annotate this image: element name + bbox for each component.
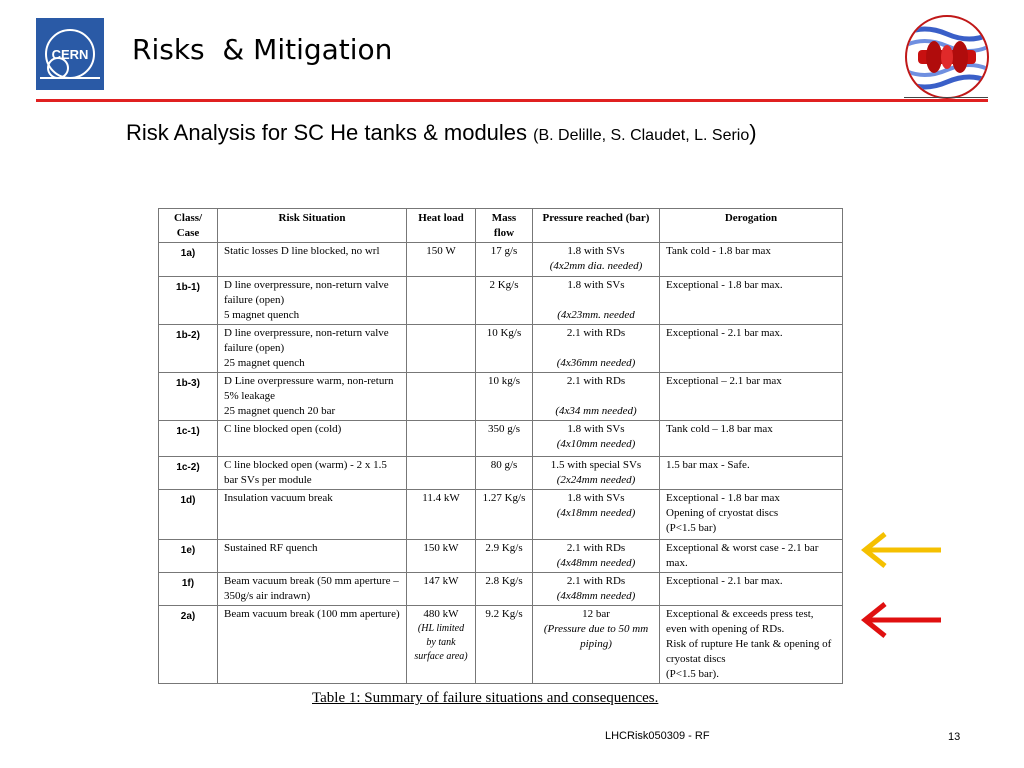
cell-situation — [218, 243, 407, 277]
cell-pressure — [533, 277, 660, 325]
cell-situation — [218, 540, 407, 573]
derogation-line: Risk of rupture He tank & opening of cryostat discs — [666, 638, 832, 665]
pressure-line: 1.8 with SVs — [567, 492, 625, 504]
cell-derogation — [660, 540, 843, 573]
cell-derogation — [660, 325, 843, 373]
class-label: 1e) — [180, 545, 196, 556]
table-row — [159, 277, 843, 325]
cell-class — [159, 606, 218, 684]
situation-line: 5 magnet quench — [224, 309, 300, 321]
cell-pressure — [533, 490, 660, 540]
heat-load-value: 150 W — [426, 245, 456, 257]
pressure-line: 1.8 with SVs — [567, 245, 625, 257]
situation-line: D Line overpressure warm, non-return 5% leakage — [224, 375, 394, 402]
subtitle-paren-close: ) — [749, 120, 757, 145]
cell-mass-flow — [476, 573, 533, 606]
pressure-line: (4x18mm needed) — [556, 507, 636, 519]
table-row — [159, 325, 843, 373]
cell-class — [159, 490, 218, 540]
pressure-line: 1.5 with special SVs — [550, 459, 642, 471]
table-row — [159, 243, 843, 277]
derogation-line: Tank cold - 1.8 bar max — [666, 245, 771, 257]
cell-class — [159, 325, 218, 373]
cell-derogation — [660, 457, 843, 490]
cell-pressure — [533, 540, 660, 573]
cern-logo-text: CERN — [51, 47, 89, 62]
cell-derogation — [660, 421, 843, 457]
header-pressure: Pressure reached (bar) — [533, 209, 660, 243]
derogation-line: Exceptional - 1.8 bar max. — [666, 279, 783, 291]
cell-derogation — [660, 373, 843, 421]
cell-mass-flow — [476, 540, 533, 573]
table-row — [159, 421, 843, 457]
cell-situation — [218, 457, 407, 490]
cell-situation — [218, 490, 407, 540]
table-row — [159, 540, 843, 573]
pressure-line: (4x34 mm needed) — [555, 405, 637, 417]
cell-heat-load — [407, 373, 476, 421]
mass-line: 80 g/s — [490, 459, 518, 471]
title-rule-thin — [904, 97, 988, 98]
risk-table — [158, 208, 843, 684]
situation-line: Beam vacuum break (100 mm aperture) — [224, 608, 400, 620]
page-title: Risks & Mitigation — [132, 33, 393, 66]
class-label: 1c-2) — [176, 462, 200, 473]
cell-mass-flow — [476, 373, 533, 421]
pressure-line: (Pressure due to 50 mm piping) — [543, 623, 649, 650]
cell-mass-flow — [476, 606, 533, 684]
pressure-line: (4x10mm needed) — [556, 438, 636, 450]
class-label: 1d) — [180, 495, 196, 506]
header-mass-flow: Mass flow — [476, 209, 533, 243]
cell-pressure — [533, 606, 660, 684]
pressure-line: 1.8 with SVs — [567, 423, 625, 435]
situation-line: 25 magnet quench 20 bar — [224, 405, 336, 417]
pressure-line: 1.8 with SVs — [567, 279, 625, 291]
derogation-line: Exceptional & worst case - 2.1 bar max. — [666, 542, 819, 569]
cell-mass-flow — [476, 490, 533, 540]
pressure-line: (4x48mm needed) — [556, 590, 636, 602]
pressure-line: (2x24mm needed) — [556, 474, 636, 486]
header-derogation: Derogation — [660, 209, 843, 243]
pressure-line — [539, 341, 653, 356]
derogation-line: (P<1.5 bar). — [666, 668, 719, 680]
cell-heat-load — [407, 325, 476, 373]
red-arrow-icon — [855, 600, 945, 640]
cell-situation — [218, 325, 407, 373]
cell-heat-load — [407, 457, 476, 490]
situation-line: 25 magnet quench — [224, 357, 305, 369]
class-label: 1b-1) — [176, 282, 200, 293]
pressure-line: 2.1 with RDs — [566, 542, 626, 554]
pressure-line: (4x36mm needed) — [556, 357, 636, 369]
heat-load-value: 147 kW — [423, 575, 459, 587]
cell-class — [159, 540, 218, 573]
mass-line: 2.8 Kg/s — [485, 575, 523, 587]
pressure-line — [539, 293, 653, 308]
yellow-arrow-icon — [855, 530, 945, 570]
cell-pressure — [533, 421, 660, 457]
class-label: 1a) — [180, 248, 196, 259]
class-label: 2a) — [180, 611, 196, 622]
mass-line: 10 Kg/s — [486, 327, 522, 339]
mass-line: 9.2 Kg/s — [485, 608, 523, 620]
situation-line: C line blocked open (cold) — [224, 423, 342, 435]
cell-derogation — [660, 490, 843, 540]
situation-line: C line blocked open (warm) - 2 x 1.5 bar SVs per module — [224, 459, 387, 486]
header-heat-load: Heat load — [407, 209, 476, 243]
table-caption: Table 1: Summary of failure situations and consequences. — [312, 690, 659, 706]
cell-heat-load — [407, 243, 476, 277]
situation-line: Static losses D line blocked, no wrl — [224, 245, 380, 257]
situation-line: Insulation vacuum break — [224, 492, 333, 504]
cell-class — [159, 277, 218, 325]
cern-logo-icon — [36, 18, 104, 90]
table-row — [159, 457, 843, 490]
table-row — [159, 573, 843, 606]
mass-line: 2 Kg/s — [489, 279, 519, 291]
title-rule — [36, 99, 988, 102]
cell-class — [159, 421, 218, 457]
class-label: 1b-3) — [176, 378, 200, 389]
cell-pressure — [533, 325, 660, 373]
pressure-line: 2.1 with RDs — [566, 327, 626, 339]
header-class: Class/ Case — [159, 209, 218, 243]
pressure-line: (4x23mm. needed — [557, 309, 635, 321]
table-row — [159, 490, 843, 540]
derogation-line: (P<1.5 bar) — [666, 522, 717, 534]
cell-situation — [218, 606, 407, 684]
mass-line: 2.9 Kg/s — [485, 542, 523, 554]
class-label: 1b-2) — [176, 330, 200, 341]
derogation-line: Exceptional – 2.1 bar max — [666, 375, 782, 387]
situation-line: D line overpressure, non-return valve failure (open) — [224, 327, 389, 354]
cell-derogation — [660, 606, 843, 684]
heat-load-note: (HL limited by tank surface area) — [414, 623, 468, 662]
table-header-row — [159, 209, 843, 243]
pressure-line: (4x2mm dia. needed) — [549, 260, 643, 272]
cell-pressure — [533, 373, 660, 421]
page-number: 13 — [948, 731, 961, 743]
pressure-line: 12 bar — [582, 608, 610, 620]
pressure-line: (4x48mm needed) — [556, 557, 636, 569]
cell-derogation — [660, 277, 843, 325]
cell-mass-flow — [476, 277, 533, 325]
cell-derogation — [660, 243, 843, 277]
cern-logo — [36, 18, 104, 90]
cell-heat-load — [407, 277, 476, 325]
subtitle-paren-open: ( — [533, 127, 539, 144]
cell-pressure — [533, 457, 660, 490]
cell-heat-load — [407, 490, 476, 540]
derogation-line: Exceptional - 2.1 bar max. — [666, 575, 783, 587]
mass-line: 1.27 Kg/s — [482, 492, 526, 504]
pressure-line: 2.1 with RDs — [566, 575, 626, 587]
cell-heat-load — [407, 421, 476, 457]
subtitle — [126, 120, 757, 146]
cell-class — [159, 373, 218, 421]
table-row — [159, 373, 843, 421]
cell-situation — [218, 277, 407, 325]
class-label: 1c-1) — [176, 426, 200, 437]
heat-load-value: 150 kW — [423, 542, 459, 554]
situation-line: D line overpressure, non-return valve failure (open) — [224, 279, 389, 306]
mass-line: 10 kg/s — [487, 375, 521, 387]
subtitle-main: Risk Analysis for SC He tanks & modules — [126, 120, 534, 145]
table-row — [159, 606, 843, 684]
mass-line: 350 g/s — [487, 423, 521, 435]
cell-heat-load — [407, 573, 476, 606]
cell-class — [159, 243, 218, 277]
cell-pressure — [533, 573, 660, 606]
cell-heat-load — [407, 606, 476, 684]
cell-mass-flow — [476, 421, 533, 457]
cell-pressure — [533, 243, 660, 277]
cell-mass-flow — [476, 325, 533, 373]
cell-class — [159, 457, 218, 490]
pressure-line — [539, 389, 653, 404]
subtitle-authors: B. Delille, S. Claudet, L. Serio — [538, 127, 750, 144]
mass-line: 17 g/s — [490, 245, 518, 257]
derogation-line: Exceptional - 2.1 bar max. — [666, 327, 783, 339]
cell-situation — [218, 373, 407, 421]
derogation-line: Tank cold – 1.8 bar max — [666, 423, 773, 435]
header-situation: Risk Situation — [218, 209, 407, 243]
cell-heat-load — [407, 540, 476, 573]
class-label: 1f) — [181, 578, 195, 589]
footer-text: LHCRisk050309 - RF — [605, 730, 710, 742]
heat-load-value: 480 kW — [423, 608, 459, 620]
derogation-line: 1.5 bar max - Safe. — [666, 459, 750, 471]
heat-load-value: 11.4 kW — [422, 492, 460, 504]
pressure-line: 2.1 with RDs — [566, 375, 626, 387]
cell-mass-flow — [476, 243, 533, 277]
cell-derogation — [660, 573, 843, 606]
situation-line: Beam vacuum break (50 mm aperture – 350g/s air indrawn) — [224, 575, 399, 602]
cell-class — [159, 573, 218, 606]
situation-line: Sustained RF quench — [224, 542, 318, 554]
cell-situation — [218, 573, 407, 606]
cavity-logo-icon — [904, 14, 990, 100]
cell-situation — [218, 421, 407, 457]
derogation-line: Exceptional - 1.8 bar max — [666, 492, 780, 504]
cell-mass-flow — [476, 457, 533, 490]
derogation-line: Opening of cryostat discs — [666, 507, 779, 519]
derogation-line: Exceptional & exceeds press test, even with opening of RDs. — [666, 608, 814, 635]
